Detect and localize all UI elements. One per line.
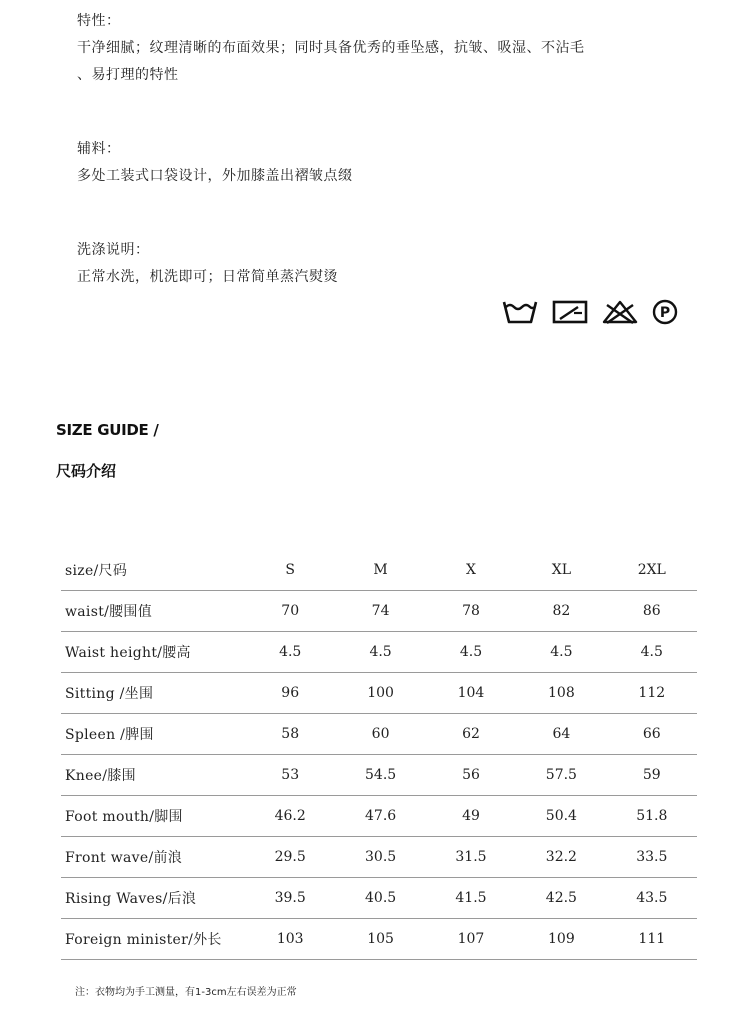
row-label: Waist height/腰高 [61, 632, 245, 673]
table-row [61, 837, 697, 878]
features-title: 特性： [77, 13, 121, 29]
dry-clean-letter: P [659, 305, 671, 321]
row-label: waist/腰围值 [61, 591, 245, 632]
table-cell: 54.5 [335, 755, 425, 796]
table-cell: 107 [426, 919, 516, 960]
table-cell: 56 [426, 755, 516, 796]
table-cell: 32.2 [516, 837, 606, 878]
table-cell: XL [516, 550, 606, 591]
table-cell: M [335, 550, 425, 591]
table-cell: X [426, 550, 516, 591]
table-cell: 70 [245, 591, 335, 632]
table-cell: 82 [516, 591, 606, 632]
table-cell: 50.4 [516, 796, 606, 837]
table-cell: 4.5 [516, 632, 606, 673]
tumble-dry-icon [552, 299, 588, 325]
table-cell: 51.8 [607, 796, 697, 837]
table-cell: 29.5 [245, 837, 335, 878]
table-cell: 111 [607, 919, 697, 960]
table-cell: 60 [335, 714, 425, 755]
table-cell: 109 [516, 919, 606, 960]
table-cell: 86 [607, 591, 697, 632]
table-cell: 4.5 [245, 632, 335, 673]
row-label: Foreign minister/外长 [61, 919, 245, 960]
table-cell: 100 [335, 673, 425, 714]
table-row [61, 878, 697, 919]
row-label: Knee/膝围 [61, 755, 245, 796]
features-text-line-1: 干净细腻；纹理清晰的布面效果；同时具备优秀的垂坠感，抗皱、吸湿、不沾毛 [77, 40, 585, 56]
table-cell: S [245, 550, 335, 591]
table-cell: 46.2 [245, 796, 335, 837]
row-label: Rising Waves/后浪 [61, 878, 245, 919]
table-cell: 108 [516, 673, 606, 714]
row-label: Spleen /脾围 [61, 714, 245, 755]
table-row [61, 673, 697, 714]
table-cell: 64 [516, 714, 606, 755]
table-cell: 42.5 [516, 878, 606, 919]
measurement-note: 注：衣物均为手工测量，有1-3cm左右误差为正常 [75, 987, 297, 998]
table-cell: 74 [335, 591, 425, 632]
wash-basin-icon [502, 299, 538, 325]
table-cell: 43.5 [607, 878, 697, 919]
table-cell: 53 [245, 755, 335, 796]
size-table [61, 550, 697, 960]
features-section [77, 8, 687, 89]
table-cell: 33.5 [607, 837, 697, 878]
washing-title: 洗涤说明： [77, 242, 150, 258]
table-cell: 96 [245, 673, 335, 714]
table-header-row [61, 550, 697, 591]
table-row [61, 755, 697, 796]
table-cell: 57.5 [516, 755, 606, 796]
table-cell: 105 [335, 919, 425, 960]
table-cell: 4.5 [426, 632, 516, 673]
table-row [61, 714, 697, 755]
accessories-title: 辅料： [77, 141, 121, 157]
table-cell: 49 [426, 796, 516, 837]
table-cell: 58 [245, 714, 335, 755]
row-label: size/尺码 [61, 550, 245, 591]
washing-text: 正常水洗，机洗即可；日常简单蒸汽熨烫 [77, 269, 338, 285]
table-cell: 78 [426, 591, 516, 632]
table-cell: 112 [607, 673, 697, 714]
washing-section [77, 237, 338, 291]
do-not-bleach-icon [602, 299, 638, 325]
table-cell: 2XL [607, 550, 697, 591]
table-cell: 47.6 [335, 796, 425, 837]
size-guide-title-cn: 尺码介绍 [56, 462, 117, 480]
accessories-text: 多处工装式口袋设计，外加膝盖出褶皱点缀 [77, 168, 353, 184]
dry-clean-p-icon [652, 299, 678, 325]
table-cell: 41.5 [426, 878, 516, 919]
table-row [61, 591, 697, 632]
table-cell: 104 [426, 673, 516, 714]
table-cell: 30.5 [335, 837, 425, 878]
size-guide-title-en: SIZE GUIDE / [56, 421, 159, 439]
row-label: Foot mouth/脚围 [61, 796, 245, 837]
table-row [61, 919, 697, 960]
table-cell: 4.5 [607, 632, 697, 673]
features-text-line-2: 、易打理的特性 [77, 67, 179, 83]
table-cell: 59 [607, 755, 697, 796]
table-row [61, 796, 697, 837]
row-label: Sitting /坐围 [61, 673, 245, 714]
care-icons [502, 299, 678, 325]
table-cell: 103 [245, 919, 335, 960]
row-label: Front wave/前浪 [61, 837, 245, 878]
table-cell: 66 [607, 714, 697, 755]
table-cell: 31.5 [426, 837, 516, 878]
table-cell: 39.5 [245, 878, 335, 919]
table-cell: 62 [426, 714, 516, 755]
table-row [61, 632, 697, 673]
accessories-section [77, 136, 353, 190]
table-cell: 4.5 [335, 632, 425, 673]
table-cell: 40.5 [335, 878, 425, 919]
